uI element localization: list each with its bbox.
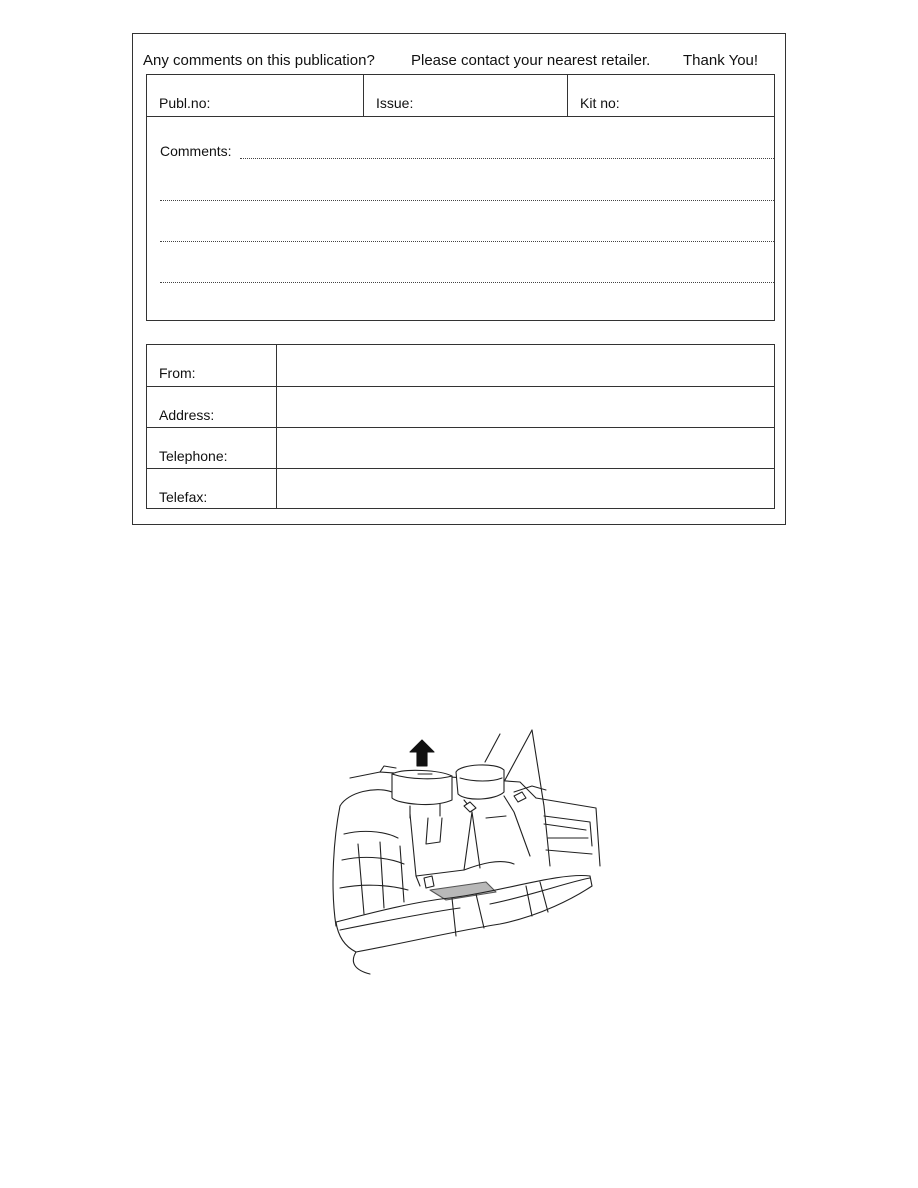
form-header — [143, 52, 775, 74]
telephone-label: Telephone: — [159, 448, 228, 464]
publ-no-label: Publ.no: — [159, 95, 211, 111]
headrest — [392, 770, 452, 818]
comment-form — [132, 33, 786, 525]
publication-comments-box — [146, 74, 775, 321]
header-thanks: Thank You! — [683, 52, 759, 69]
rear-seat-illustration — [300, 726, 624, 976]
publ-no-field[interactable] — [147, 75, 363, 116]
kit-no-label: Kit no: — [580, 95, 620, 111]
telefax-row[interactable] — [147, 468, 774, 510]
publication-info-row — [147, 75, 774, 117]
dotted-rule — [160, 282, 774, 283]
comments-line-4[interactable] — [160, 267, 774, 285]
comments-line-2[interactable] — [160, 185, 774, 203]
header-contact: Please contact your nearest retailer. — [411, 52, 651, 69]
comments-line-3[interactable] — [160, 226, 774, 244]
address-row[interactable] — [147, 386, 774, 428]
address-label: Address: — [159, 407, 215, 423]
comments-line-1[interactable] — [160, 143, 774, 161]
from-row[interactable] — [147, 345, 774, 386]
comments-label: Comments: — [160, 143, 232, 159]
up-arrow-icon — [410, 740, 434, 766]
telephone-row[interactable] — [147, 427, 774, 469]
sender-details-box — [146, 344, 775, 509]
telefax-label: Telefax: — [159, 489, 208, 505]
dotted-rule — [160, 200, 774, 201]
from-label: From: — [159, 365, 196, 381]
issue-label: Issue: — [376, 95, 414, 111]
dotted-rule — [160, 241, 774, 242]
issue-field[interactable] — [363, 75, 567, 116]
header-question: Any comments on this publication? — [143, 52, 375, 69]
comments-area[interactable] — [147, 117, 774, 320]
kit-no-field[interactable] — [567, 75, 775, 116]
dotted-rule — [240, 158, 774, 159]
